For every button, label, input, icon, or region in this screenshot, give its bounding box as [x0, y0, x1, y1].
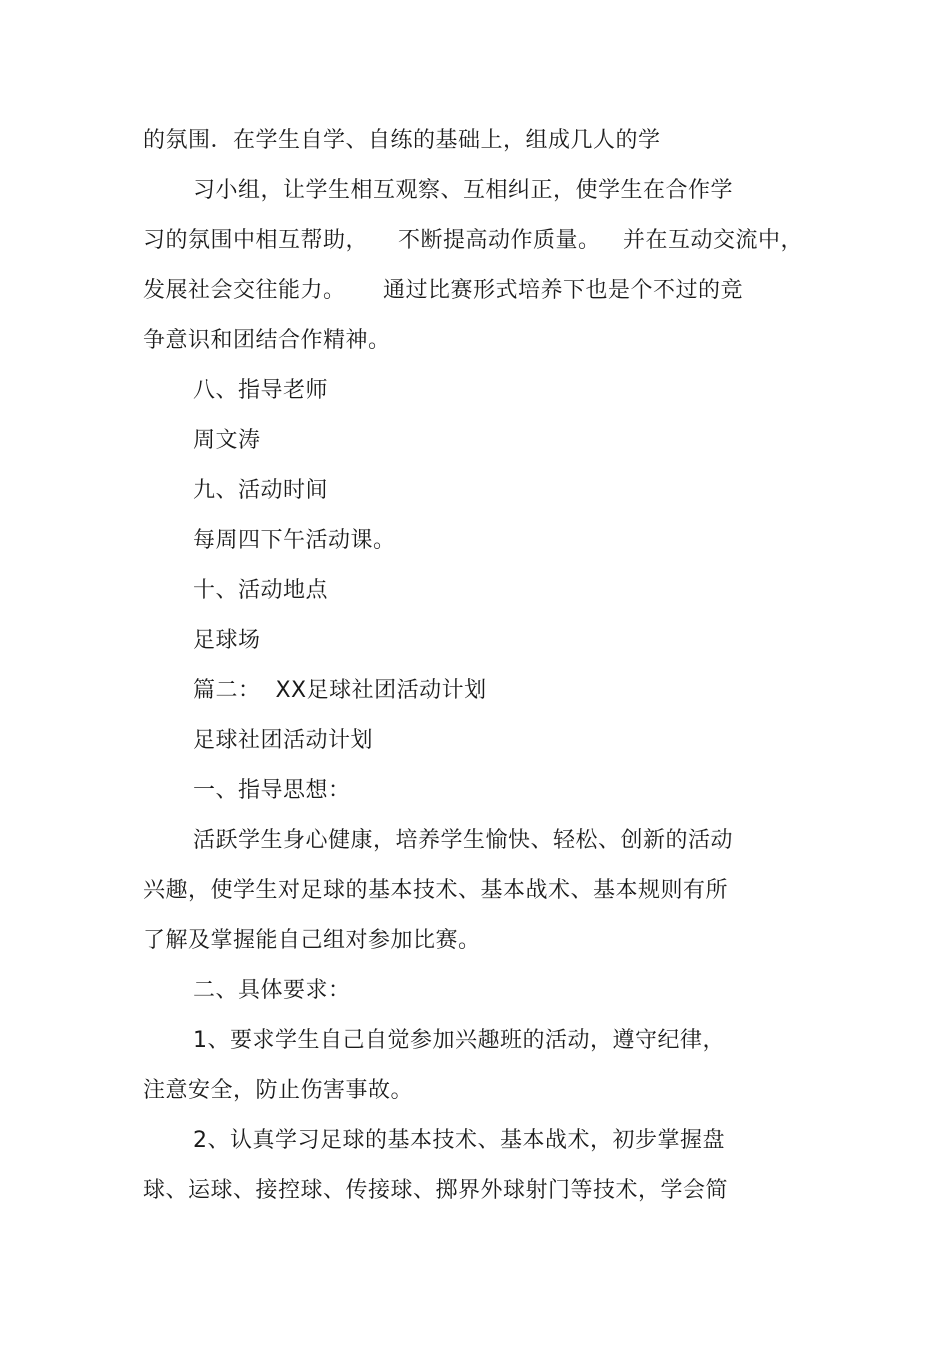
- article-title: 篇二： XX足球社团活动计划: [193, 678, 487, 703]
- section-heading: 一、指导思想：: [193, 778, 351, 803]
- text-line: 习的氛围中相互帮助， 不断提高动作质量。 并在互动交流中，: [143, 228, 803, 253]
- text-line: 活跃学生身心健康，培养学生愉快、轻松、创新的活动: [193, 828, 734, 853]
- text-line: 习小组，让学生相互观察、互相纠正，使学生在合作学: [193, 178, 734, 203]
- text-line: 足球场: [193, 628, 261, 653]
- text-line: 每周四下午活动课。: [193, 528, 396, 553]
- text-line: 2、认真学习足球的基本技术、基本战术，初步掌握盘: [193, 1128, 725, 1153]
- text-line: 的氛围．在学生自学、自练的基础上，组成几人的学: [143, 128, 661, 153]
- section-heading: 九、活动时间: [193, 478, 329, 503]
- text-line: 球、运球、接控球、传接球、掷界外球射门等技术，学会简: [143, 1178, 729, 1203]
- text-line: 了解及掌握能自己组对参加比赛。: [143, 928, 481, 953]
- text-line: 周文涛: [193, 428, 261, 453]
- text-line: 1、要求学生自己自觉参加兴趣班的活动，遵守纪律，: [193, 1028, 725, 1053]
- section-heading: 八、指导老师: [193, 378, 329, 403]
- section-heading: 二、具体要求：: [193, 978, 351, 1003]
- section-heading: 十、活动地点: [193, 578, 329, 603]
- text-line: 发展社会交往能力。 通过比赛形式培养下也是个不过的竞: [143, 278, 743, 303]
- article-subtitle: 足球社团活动计划: [193, 728, 374, 753]
- text-line: 争意识和团结合作精神。: [143, 328, 391, 353]
- text-line: 注意安全，防止伤害事故。: [143, 1078, 414, 1103]
- text-line: 兴趣，使学生对足球的基本技术、基本战术、基本规则有所: [143, 878, 729, 903]
